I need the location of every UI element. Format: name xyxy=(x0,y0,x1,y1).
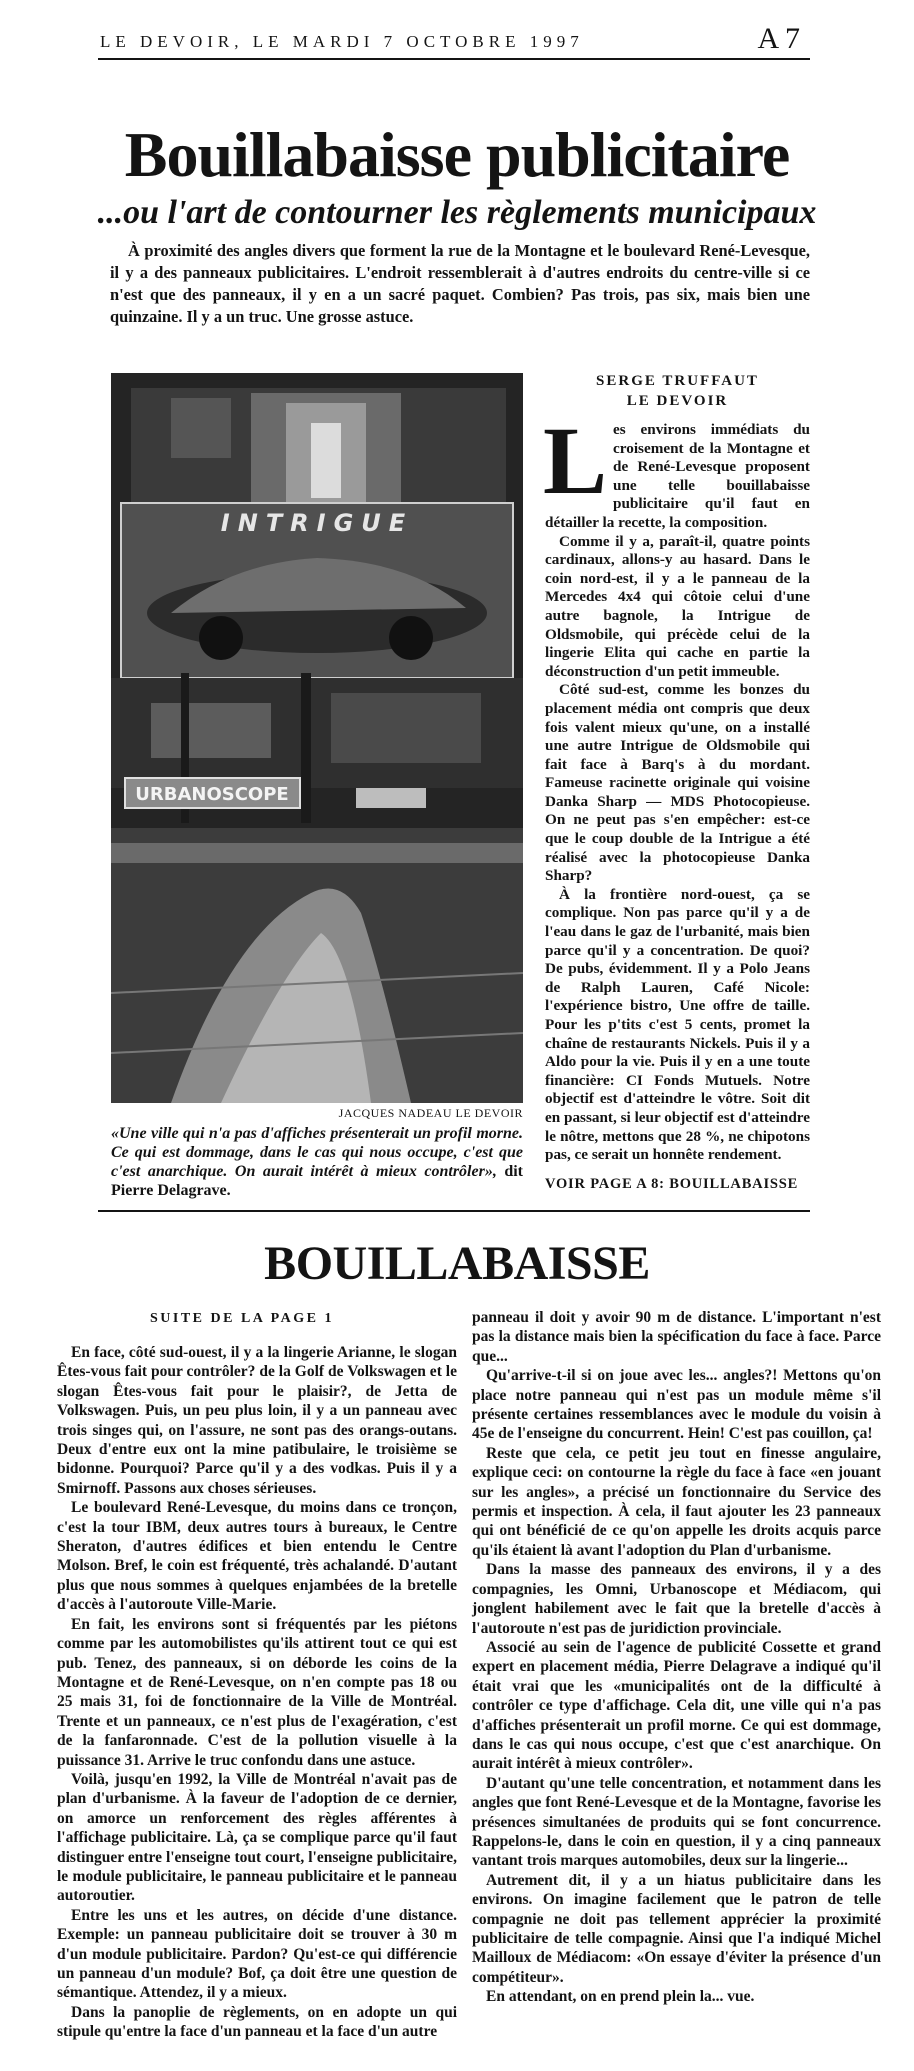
column-paragraph: D'autant qu'une telle concentration, et notamment dans les angles que font René-Levesque et de la Montagne, favorise les présences simultanées de produits qui se font concurrence. Rappelons-le, dans le coin en question, il y a cinq panneaux vantant trois marques automobiles, deux sur la lingerie... xyxy=(472,1774,881,1870)
lede-paragraph: À proximité des angles divers que forment la rue de la Montagne et le boulevard René-Levesque, il y a des panneaux publicitaires. L'endroit ressemblerait à d'autres endroits du centre-ville si ce n'est que des panneaux, il y en a un sacré paquet. Combien? Pas trois, pas six, mais bien une quinzaine. Il y a un truc. Une grosse astuce. xyxy=(110,241,810,326)
photo-caption xyxy=(111,1124,523,1200)
drop-cap: L xyxy=(543,407,608,514)
section-rule xyxy=(98,1210,810,1212)
column-paragraph: Qu'arrive-t-il si on joue avec les... angles?! Mettons qu'on place notre panneau qui n'est pas un module même s'il présente certaines ressemblances avec le module du voisin à 45e de l'enseigne du concurrent. Hein! C'est pas couillon, ça! xyxy=(472,1367,881,1443)
photo-credit: JACQUES NADEAU LE DEVOIR xyxy=(338,1106,523,1120)
column-paragraph: Dans la panoplie de règlements, on en adopte un qui stipule qu'entre la face d'un panneau et la face d'un autre xyxy=(57,2003,457,2041)
masthead-rule xyxy=(98,58,810,60)
column-paragraph: En fait, les environs sont si fréquentés par les piétons comme par les automobilistes qu'ils attirent tout ce qui est pub. Tenez, des panneaux, si on déborde les coins de la Montagne et de René-Levesque, on n'en compte pas 18 ou 25 mais 31, foi de fonctionnaire de la Ville de Montréal. Trente et un panneaux, ce n'est plus de l'exagération, c'est de la fanfaronnade. C'est de la pollution visuelle à la puissance 31. Arrive le truc confondu dans une astuce. xyxy=(57,1615,457,1769)
column-paragraph: Reste que cela, ce petit jeu tout en finesse angulaire, explique ceci: on contourne la règle du face à face «en jouant sur les angles», a précisé un fonctionnaire du Service des permis et inspection. À cela, il faut ajouter les 23 panneaux qui ont bénéficié de ce qu'on appelle les droits acquis parce qu'ils étaient là avant l'adoption du Plan d'urbanisme. xyxy=(472,1444,881,1559)
caption-attribution: dit Pierre Delagrave. xyxy=(111,1163,524,1199)
column-paragraph: Le boulevard René-Levesque, du moins dans ce tronçon, c'est la tour IBM, deux autres tours à bureaux, le Centre Sheraton, d'autres édifices et bien entendu le Centre Molson. Bref, le coin est fréquenté, très achalandé. D'autant plus que nous sommes à quelques enjambées de la bretelle d'accès à l'autoroute Ville-Marie. xyxy=(57,1499,457,1614)
page-number: A 7 xyxy=(757,22,800,55)
byline-author: SERGE TRUFFAUT xyxy=(596,373,759,389)
continuation-column-left xyxy=(57,1343,457,2042)
story-paragraph: Les environs immédiats du croisement de la Montagne et de René-Levesque proposent une telle bouillabaisse publicitaire qu'il faut en détailler la recette, la composition. xyxy=(543,407,810,531)
jump-reference: VOIR PAGE A 8: BOUILLABAISSE xyxy=(545,1176,799,1192)
column-paragraph: En face, côté sud-ouest, il y a la lingerie Arianne, le slogan Êtes-vous fait pour contrôler? de la Golf de Volkswagen et le slogan Êtes-vous fait pour le plaisir?, de Jetta de Volkswagen. Puis, un peu plus loin, il y a un panneau avec trois singes qui, on l'assure, ne sont pas des orangs-outans. Deux d'entre eux ont la mine patibulaire, le troisième se bidonne. Pourquoi? Parce qu'il y a des vodkas. Puis il y a Smirnoff. Passons aux choses sérieuses. xyxy=(57,1344,457,1497)
byline-paper: LE DEVOIR xyxy=(626,393,729,409)
column-paragraph: En attendant, on en prend plein la... vue. xyxy=(486,1988,755,2006)
subheadline: ...ou l'art de contourner les règlements municipaux xyxy=(97,194,817,231)
column-paragraph: Dans la masse des panneaux des environs, il y a des compagnies, les Omni, Urbanoscope et Médiacom, qui jonglent habilement avec le fait que la bretelle d'accès à l'autoroute n'est pas de juridiction provinciale. xyxy=(472,1561,881,1637)
column-paragraph: Entre les uns et les autres, on décide d'une distance. Exemple: un panneau publicitaire doit se trouver à 30 m d'un module publicitaire. Pardon? Qu'est-ce qui différencie un panneau d'un module? Bof, ça doit être une question de sémantique. Attendez, il y a mieux. xyxy=(57,1906,457,2002)
intrigue-sign-text: INTRIGUE xyxy=(220,509,414,537)
dateline: LE DEVOIR, LE MARDI 7 OCTOBRE 1997 xyxy=(100,32,584,51)
continuation-title: BOUILLABAISSE xyxy=(264,1237,650,1290)
story-paragraph: Côté sud-est, comme les bonzes du placement média ont compris que deux fois valent mieux qu'une, on a installé une autre Intrigue de Oldsmobile qui fait face à Barq's à du mordant. Fameuse racinette originale qui voisine Danka Sharp — MDS Photocopieuse. On ne peut pas s'en empêcher: est-ce que le coup double de la Intrigue a été réalisé avec la photocopieuse Danka Sharp? xyxy=(545,681,810,885)
column-paragraph: Autrement dit, il y a un hiatus publicitaire dans les environs. On imagine facilement que le patron de telle compagnie ne doit pas tellement apprécier la proximité publicitaire de telle compagnie. Ainsi que l'a indiqué Michel Mailloux de Médiacom: «On essaye d'éviter la présence d'un compétiteur». xyxy=(472,1871,881,1986)
column-paragraph: Voilà, jusqu'en 1992, la Ville de Montréal n'avait pas de plan d'urbanisme. À la faveur de l'adoption de ce dernier, on amorce un renforcement des règles afférentes à l'affichage publicitaire. Là, ça se complique parce qu'il faut distinguer entre l'enseigne tout court, l'enseigne publicitaire, le module publicitaire, le panneau publicitaire et le panneau autoroutier. xyxy=(57,1770,457,1905)
continuation-column-right xyxy=(472,1308,881,2007)
headline: Bouillabaisse publicitaire xyxy=(124,119,790,190)
masthead xyxy=(100,22,800,56)
story-paragraph: Comme il y a, paraît-il, quatre points cardinaux, allons-y au hasard. Dans le coin nord-est, il y a le panneau de la Mercedes 4x4 qui côtoie celui d'une autre bagnole, la Intrigue de Oldsmobile, qui précède celui de la lingerie Elita qui cache en partie la déconstruction d'un petit immeuble. xyxy=(545,532,810,680)
urbanoscope-sign-text: URBANOSCOPE xyxy=(135,784,289,805)
story-paragraph: À la frontière nord-ouest, ça se complique. Non pas parce qu'il y a de l'eau dans le gaz de l'urbanité, mais bien parce qu'il y a concentration. De quoi? De pubs, évidemment. Il y a Polo Jeans de Ralph Lauren, Café Nicole: l'expérience bistro, Une offre de taille. Pour les p'tits c'est 5 cents, promet la chaîne de restaurants Nickels. Puis il y a Aldo pour la vie. Puis il y en a une toute financière: CI Fonds Mutuels. Notre objectif est d'atteindre le vôtre. Soit dit en passant, si leur objectif est d'atteindre le nôtre, mettons que 28 %, ne chipotons pas, ce serait un honnête rendement. xyxy=(545,885,810,1164)
column-paragraph: Associé au sein de l'agence de publicité Cossette et grand expert en placement média, Pierre Delagrave a indiqué qu'il était vrai que les «municipalités ont de la difficulté à contrôler ce type d'affichage. Cela dit, une ville qui n'a pas d'affiches présenterait un profil morne. Ce qui est dommage, dans le cas qui nous occupe, c'est que c'est anarchique. On aurait intérêt à mieux contrôler». xyxy=(472,1638,881,1773)
column-paragraph: panneau il doit y avoir 90 m de distance. L'important n'est pas la distance mais bien la spécification du face à face. Parce que... xyxy=(472,1309,881,1365)
continuation-suite: SUITE DE LA PAGE 1 xyxy=(150,1311,334,1326)
billboard-photo xyxy=(111,373,523,1103)
story-column xyxy=(543,407,810,1165)
caption-quote: «Une ville qui n'a pas d'affiches présenterait un profil morne. Ce qui est dommage, dans le cas qui nous occupe, c'est que c'est anarchique. On aurait intérêt à mieux contrôler», xyxy=(111,1125,523,1180)
